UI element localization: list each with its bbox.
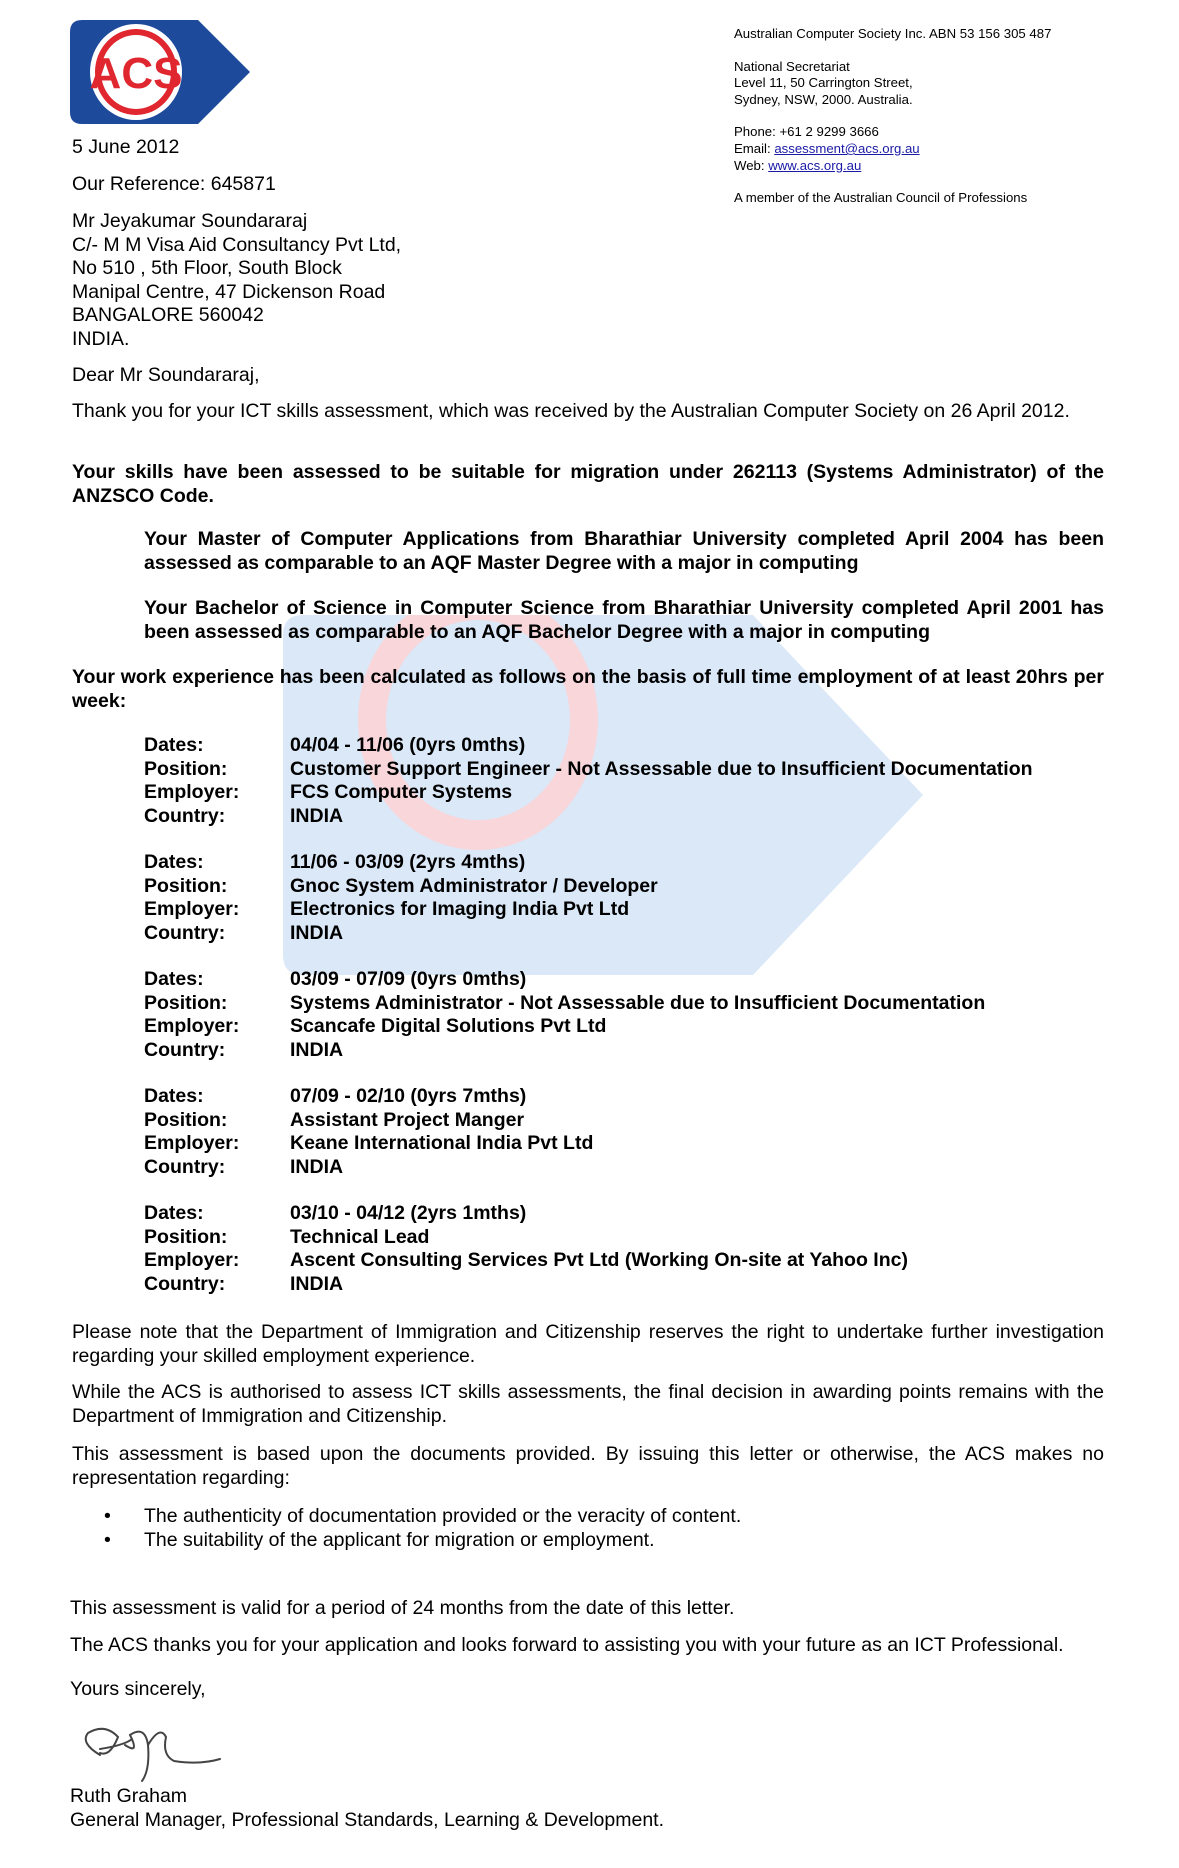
signature (70, 1715, 230, 1785)
country-label: Country: (144, 804, 226, 827)
validity-note: This assessment is valid for a period of 24 months from the date of this letter. (70, 1597, 735, 1619)
bullet-icon: • (104, 1505, 111, 1527)
address-line: INDIA. (72, 327, 130, 350)
position-label: Position: (144, 991, 228, 1014)
work-dates: 11/06 - 03/09 (2yrs 4mths) (290, 851, 526, 873)
work-country: INDIA (290, 1155, 344, 1178)
acs-logo (70, 20, 250, 124)
list-item (104, 1505, 1104, 1529)
work-employer: Electronics for Imaging India Pvt Ltd (290, 898, 630, 920)
email-line: Email: assessment@acs.org.au (734, 140, 920, 156)
list-item-text: The suitability of the applicant for migration or employment. (144, 1528, 655, 1551)
employer-label: Employer: (144, 1249, 240, 1271)
reference-number: Our Reference: 645871 (72, 173, 276, 195)
work-position: Systems Administrator - Not Assessable due to Insufficient Documentation (290, 991, 986, 1014)
work-country: INDIA (290, 921, 344, 944)
list-item (104, 1529, 1104, 1553)
phone-line: Phone: +61 2 9299 3666 (734, 124, 879, 140)
acs-logo-text: ACS (89, 49, 183, 98)
work-position: Customer Support Engineer - Not Assessable due to Insufficient Documentation (290, 757, 1033, 780)
closing: Yours sincerely, (70, 1678, 206, 1700)
work-entry (144, 968, 1104, 1062)
dates-label: Dates: (144, 1202, 204, 1224)
documents-note: This assessment is based upon the documents provided. By issuing this letter or otherwise, the ACS makes no representation regarding: (72, 1443, 1104, 1489)
work-dates: 03/09 - 07/09 (0yrs 0mths) (290, 968, 527, 990)
skills-statement: Your skills have been assessed to be suitable for migration under 262113 (Systems Administrator) of the ANZSCO Code. (72, 461, 1104, 507)
work-dates: 07/09 - 02/10 (0yrs 7mths) (290, 1085, 527, 1107)
dates-label: Dates: (144, 1085, 204, 1107)
work-entry (144, 734, 1104, 828)
immigration-note: Please note that the Department of Immigration and Citizenship reserves the right to undertake further investigation regarding your skilled employment experience. (72, 1321, 1104, 1367)
country-label: Country: (144, 921, 226, 944)
address-line: No 510 , 5th Floor, South Block (72, 257, 342, 279)
dates-label: Dates: (144, 968, 204, 990)
letterhead-contact (734, 26, 1164, 207)
secretariat-line: National Secretariat (734, 58, 850, 74)
bullet-icon: • (104, 1528, 111, 1551)
intro-paragraph: Thank you for your ICT skills assessment, which was received by the Australian Computer Society on 26 April 2012. (72, 400, 1070, 422)
work-position: Assistant Project Manger (290, 1108, 525, 1131)
address-line: C/- M M Visa Aid Consultancy Pvt Ltd, (72, 233, 402, 256)
employer-label: Employer: (144, 898, 240, 920)
work-dates: 04/04 - 11/06 (0yrs 0mths) (290, 734, 526, 756)
work-employer: FCS Computer Systems (290, 781, 513, 803)
email-link[interactable]: assessment@acs.org.au (774, 140, 920, 156)
country-label: Country: (144, 1038, 226, 1061)
dates-label: Dates: (144, 734, 204, 756)
recipient-address (72, 210, 401, 351)
web-line: Web: www.acs.org.au (734, 157, 862, 173)
signatory-name: Ruth Graham (70, 1785, 188, 1807)
work-entry (144, 851, 1104, 945)
authority-note: While the ACS is authorised to assess ICT skills assessments, the final decision in awarding points remains with the Department of Immigration and Citizenship. (72, 1381, 1104, 1427)
position-label: Position: (144, 1108, 228, 1131)
address-line: BANGALORE 560042 (72, 304, 264, 326)
position-label: Position: (144, 1225, 228, 1248)
position-label: Position: (144, 874, 228, 897)
work-country: INDIA (290, 1038, 344, 1061)
org-line: Australian Computer Society Inc. ABN 53 156 305 487 (734, 26, 1052, 41)
employer-label: Employer: (144, 1132, 240, 1154)
qualification-bachelor: Your Bachelor of Science in Computer Science from Bharathiar University completed April 2001 has been assessed as comparable to an AQF Bachelor Degree with a major in computing (144, 597, 1104, 643)
signatory-title: General Manager, Professional Standards, Learning & Development. (70, 1809, 665, 1831)
qualification-master: Your Master of Computer Applications from Bharathiar University completed April 2004 has been assessed as comparable to an AQF Master Degree with a major in computing (144, 528, 1104, 574)
work-position: Technical Lead (290, 1225, 430, 1248)
dates-label: Dates: (144, 851, 204, 873)
work-country: INDIA (290, 1272, 344, 1295)
work-employer: Scancafe Digital Solutions Pvt Ltd (290, 1015, 607, 1037)
position-label: Position: (144, 757, 228, 780)
thanks-note: The ACS thanks you for your application and looks forward to assisting you with your future as an ICT Professional. (70, 1634, 1064, 1656)
work-country: INDIA (290, 804, 344, 827)
secretariat-line: Level 11, 50 Carrington Street, (734, 75, 913, 91)
letter-date: 5 June 2012 (72, 136, 180, 158)
member-line: A member of the Australian Council of Professions (734, 190, 1028, 206)
country-label: Country: (144, 1155, 226, 1178)
country-label: Country: (144, 1272, 226, 1295)
work-experience-list (144, 734, 1104, 1319)
address-line: Manipal Centre, 47 Dickenson Road (72, 280, 386, 303)
work-entry (144, 1085, 1104, 1179)
representation-list (104, 1505, 1104, 1552)
employer-label: Employer: (144, 781, 240, 803)
address-line: Mr Jeyakumar Soundararaj (72, 210, 308, 232)
employer-label: Employer: (144, 1015, 240, 1037)
web-link[interactable]: www.acs.org.au (768, 157, 862, 173)
work-position: Gnoc System Administrator / Developer (290, 874, 658, 897)
salutation: Dear Mr Soundararaj, (72, 364, 260, 386)
work-dates: 03/10 - 04/12 (2yrs 1mths) (290, 1202, 527, 1224)
list-item-text: The authenticity of documentation provided or the veracity of content. (144, 1505, 742, 1527)
work-employer: Keane International India Pvt Ltd (290, 1132, 594, 1154)
work-intro: Your work experience has been calculated as follows on the basis of full time employment of at least 20hrs per week: (72, 666, 1104, 712)
secretariat-line: Sydney, NSW, 2000. Australia. (734, 91, 913, 107)
work-employer: Ascent Consulting Services Pvt Ltd (Working On-site at Yahoo Inc) (290, 1249, 908, 1271)
work-entry (144, 1202, 1104, 1296)
